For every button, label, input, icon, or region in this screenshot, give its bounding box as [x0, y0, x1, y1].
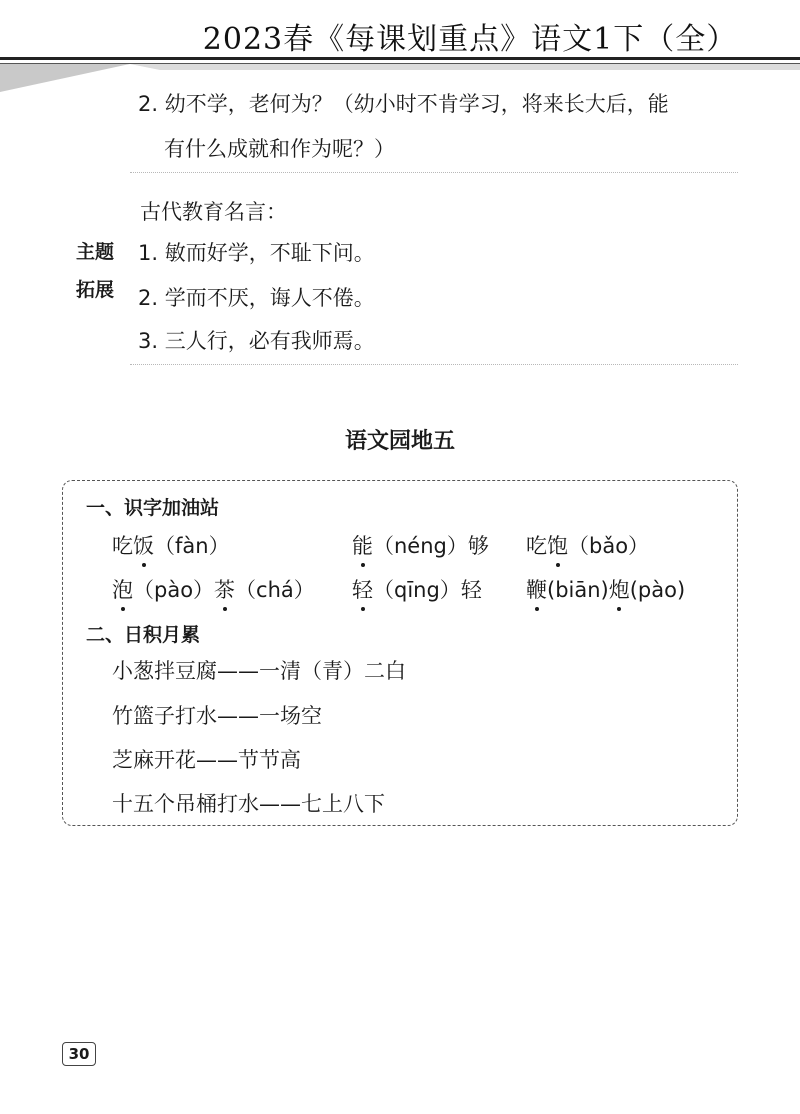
- word-char: 吃: [526, 534, 547, 558]
- dotted-char: 能: [352, 530, 373, 560]
- proverb-line-2: 有什么成就和作为呢？）: [164, 137, 395, 161]
- proverb-text-1: 幼不学，老何为？（幼小时不肯学习，将来长大后，能: [164, 92, 669, 116]
- xiehouyu-line: 小葱拌豆腐——一清（青）二白: [112, 659, 406, 683]
- pinyin: （qīng）: [373, 578, 461, 602]
- pinyin: （pào）: [133, 578, 215, 602]
- pinyin: （chá）: [235, 578, 315, 602]
- theme-heading: 古代教育名言：: [140, 200, 287, 224]
- dotted-char: 泡: [112, 574, 133, 604]
- pinyin: （néng）: [373, 534, 468, 558]
- quote-item: [138, 325, 375, 355]
- word-char: 够: [467, 534, 489, 558]
- quote-text: 三人行，必有我师焉。: [164, 329, 375, 353]
- header-rule: [0, 57, 800, 60]
- dotted-char: 鞭: [526, 574, 547, 604]
- quote-item: [138, 282, 375, 312]
- dotted-divider: [130, 172, 738, 173]
- daily-accumulation-heading: 二、日积月累: [86, 624, 201, 646]
- literacy-station-heading: 一、识字加油站: [86, 497, 220, 519]
- dotted-divider: [130, 364, 738, 365]
- pinyin: （bǎo）: [568, 534, 650, 558]
- quote-text: 敏而好学，不耻下问。: [164, 241, 375, 265]
- quote-item: [138, 237, 375, 267]
- page-header-title: 2023春《每课划重点》语文1下（全）: [202, 22, 738, 57]
- xiehouyu-line: 芝麻开花——节节高: [112, 748, 301, 772]
- dotted-char: 饱: [547, 530, 568, 560]
- quote-number: 3.: [138, 329, 159, 353]
- pinyin-item-chifan: [112, 530, 230, 560]
- page-number: 30: [62, 1042, 96, 1066]
- pinyin: （fàn）: [154, 534, 230, 558]
- pinyin-item-nenggou: [352, 530, 489, 560]
- dotted-char: 饭: [133, 530, 154, 560]
- word-char: 吃: [112, 534, 133, 558]
- proverb-number: 2.: [138, 92, 159, 116]
- dotted-char: 轻: [352, 574, 373, 604]
- xiehouyu-line: 十五个吊桶打水——七上八下: [112, 792, 385, 816]
- pinyin-item-bianpao: [526, 574, 685, 604]
- pinyin-item-chibao: [526, 530, 649, 560]
- dotted-char: 茶: [214, 574, 235, 604]
- theme-label-line-1: 主题: [76, 241, 115, 263]
- proverb-line-1: [138, 88, 669, 118]
- dotted-char: 炮: [609, 574, 630, 604]
- pinyin: (biān): [547, 578, 609, 602]
- quote-number: 1.: [138, 241, 159, 265]
- pinyin-item-paocha: [112, 574, 315, 604]
- xiehouyu-line: 竹篮子打水——一场空: [112, 704, 322, 728]
- quote-text: 学而不厌，诲人不倦。: [164, 286, 375, 310]
- quote-number: 2.: [138, 286, 159, 310]
- theme-label-line-2: 拓展: [76, 279, 115, 301]
- pinyin: (pào): [629, 578, 686, 602]
- pinyin-item-qingqing: [352, 574, 482, 604]
- section-title: 语文园地五: [344, 429, 455, 454]
- word-char: 轻: [460, 578, 482, 602]
